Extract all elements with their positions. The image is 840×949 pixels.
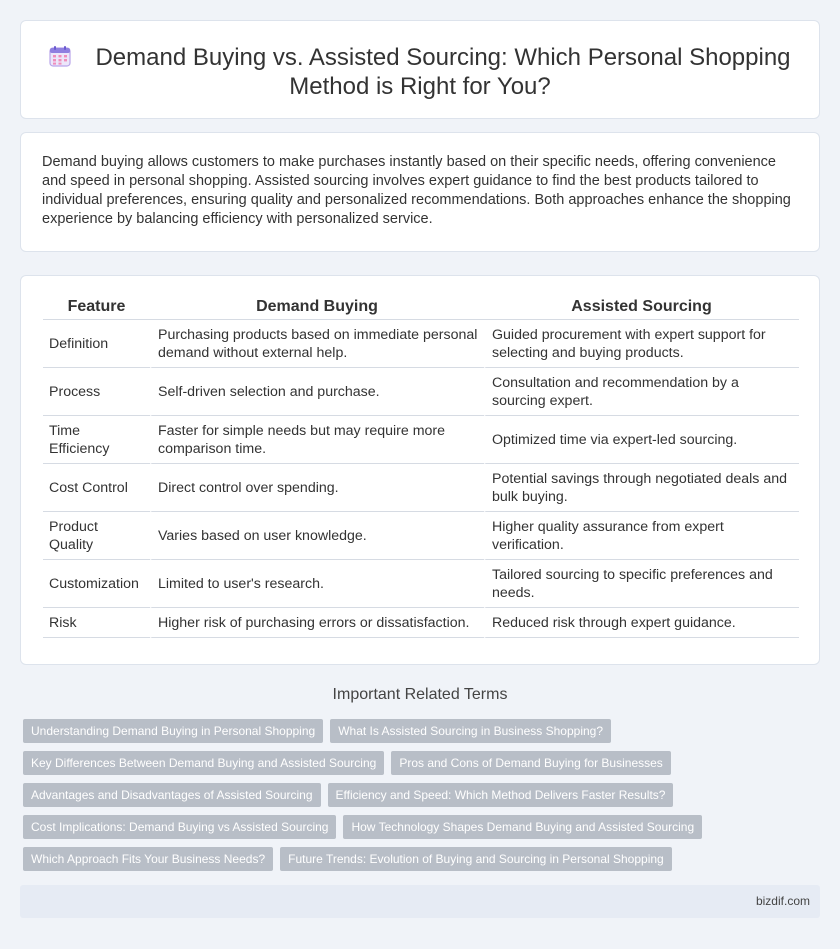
table-row — [43, 560, 799, 608]
related-term-link[interactable]: Which Approach Fits Your Business Needs? — [23, 847, 273, 871]
table-row — [43, 368, 799, 416]
related-terms-list — [23, 719, 823, 879]
feature-cell: Risk — [43, 608, 150, 638]
assisted-sourcing-cell: Optimized time via expert-led sourcing. — [484, 416, 799, 464]
header-feature: Feature — [43, 296, 150, 320]
intro-card — [20, 132, 820, 252]
feature-cell: Customization — [43, 560, 150, 608]
related-terms-heading: Important Related Terms — [332, 686, 508, 703]
table-header-row — [43, 296, 799, 320]
demand-buying-cell: Faster for simple needs but may require more comparison time. — [150, 416, 484, 464]
feature-cell: Definition — [43, 320, 150, 368]
related-term-link[interactable]: Pros and Cons of Demand Buying for Businesses — [391, 751, 670, 775]
feature-cell: Process — [43, 368, 150, 416]
related-term-link[interactable]: Advantages and Disadvantages of Assisted Sourcing — [23, 783, 321, 807]
demand-buying-cell: Varies based on user knowledge. — [150, 512, 484, 560]
demand-buying-cell: Self-driven selection and purchase. — [150, 368, 484, 416]
assisted-sourcing-cell: Tailored sourcing to specific preferences and needs. — [484, 560, 799, 608]
table-row — [43, 608, 799, 638]
header-assisted-sourcing: Assisted Sourcing — [484, 296, 799, 320]
demand-buying-cell: Direct control over spending. — [150, 464, 484, 512]
comparison-table-card — [20, 275, 820, 665]
feature-cell: Product Quality — [43, 512, 150, 560]
assisted-sourcing-cell: Potential savings through negotiated deals and bulk buying. — [484, 464, 799, 512]
header-demand-buying: Demand Buying — [150, 296, 484, 320]
related-term-link[interactable]: Future Trends: Evolution of Buying and Sourcing in Personal Shopping — [280, 847, 672, 871]
related-term-link[interactable]: Cost Implications: Demand Buying vs Assisted Sourcing — [23, 815, 336, 839]
page-title — [21, 43, 819, 101]
assisted-sourcing-cell: Reduced risk through expert guidance. — [484, 608, 799, 638]
header-card — [20, 20, 820, 119]
intro-paragraph: Demand buying allows customers to make purchases instantly based on their specific needs, offering convenience and speed in personal shopping. Assisted sourcing involves expert guidance to find the best products tailored to individual preferences, ensuring quality and personalized recommendations. Both approaches enhance the shopping experience by balancing efficiency with personalized service. — [42, 154, 791, 227]
related-term-link[interactable]: Key Differences Between Demand Buying and Assisted Sourcing — [23, 751, 384, 775]
feature-cell: Time Efficiency — [43, 416, 150, 464]
related-term-link[interactable]: Efficiency and Speed: Which Method Delivers Faster Results? — [328, 783, 674, 807]
table-row — [43, 464, 799, 512]
comparison-table — [43, 296, 799, 638]
demand-buying-cell: Higher risk of purchasing errors or dissatisfaction. — [150, 608, 484, 638]
table-row — [43, 416, 799, 464]
related-term-link[interactable]: How Technology Shapes Demand Buying and Assisted Sourcing — [343, 815, 702, 839]
table-row — [43, 512, 799, 560]
assisted-sourcing-cell: Consultation and recommendation by a sourcing expert. — [484, 368, 799, 416]
title-line-2: Method is Right for You? — [289, 73, 551, 100]
assisted-sourcing-cell: Guided procurement with expert support for selecting and buying products. — [484, 320, 799, 368]
related-term-link[interactable]: What Is Assisted Sourcing in Business Shopping? — [330, 719, 611, 743]
assisted-sourcing-cell: Higher quality assurance from expert verification. — [484, 512, 799, 560]
related-term-link[interactable]: Understanding Demand Buying in Personal Shopping — [23, 719, 323, 743]
demand-buying-cell: Purchasing products based on immediate personal demand without external help. — [150, 320, 484, 368]
title-line-1: Demand Buying vs. Assisted Sourcing: Which Personal Shopping — [95, 44, 791, 71]
calendar-icon — [49, 45, 71, 67]
footer — [20, 885, 820, 918]
feature-cell: Cost Control — [43, 464, 150, 512]
footer-site-link[interactable]: bizdif.com — [755, 894, 810, 908]
demand-buying-cell: Limited to user's research. — [150, 560, 484, 608]
table-row — [43, 320, 799, 368]
